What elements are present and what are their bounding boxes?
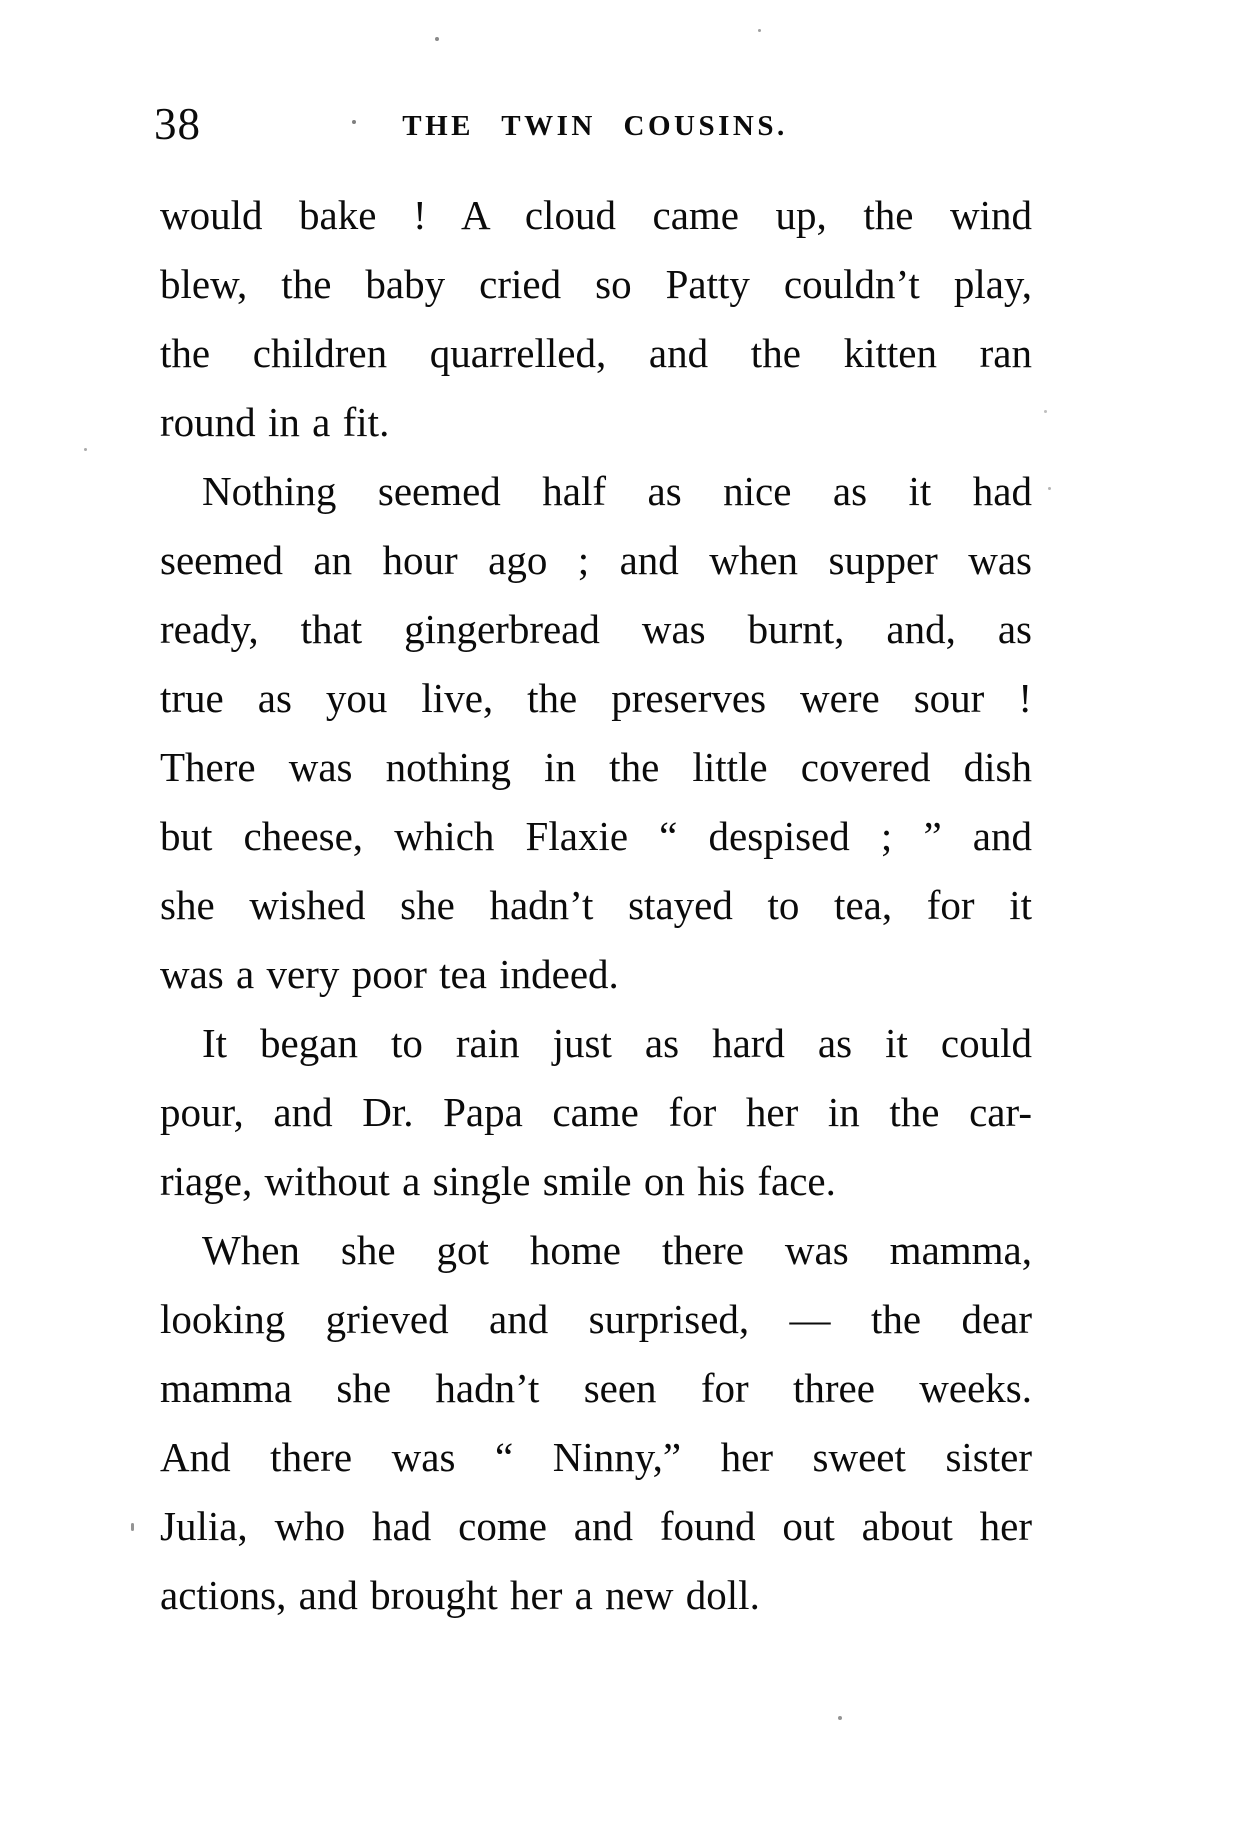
text-line: she wished she hadn’t stayed to tea, for it — [160, 882, 1032, 928]
text-line: was a very poor tea indeed. — [160, 951, 619, 997]
scan-speck — [435, 37, 439, 41]
text-line: true as you live, the preserves were sour ! — [160, 675, 1032, 721]
text-line: would bake ! A cloud came up, the wind — [160, 192, 1032, 238]
text-line: riage, without a single smile on his face. — [160, 1158, 836, 1204]
text-line: but cheese, which Flaxie “ despised ; ” and — [160, 813, 1032, 859]
scan-speck — [758, 29, 761, 32]
text-line: And there was “ Ninny,” her sweet sister — [160, 1434, 1032, 1480]
text-line: blew, the baby cried so Patty couldn’t play, — [160, 261, 1032, 307]
text-line: mamma she hadn’t seen for three weeks. — [160, 1365, 1032, 1411]
text-line: Nothing seemed half as nice as it had — [202, 468, 1032, 514]
text-line: actions, and brought her a new doll. — [160, 1572, 760, 1618]
paragraph — [160, 181, 1032, 457]
text-line: It began to rain just as hard as it could — [202, 1020, 1032, 1066]
running-head — [154, 99, 1032, 152]
scan-speck — [1044, 410, 1047, 413]
text-line: There was nothing in the little covered dish — [160, 744, 1032, 790]
paragraph — [160, 457, 1032, 1009]
text-line: Julia, who had come and found out about her — [160, 1503, 1032, 1549]
text-line: looking grieved and surprised, — the dear — [160, 1296, 1032, 1342]
text-line: pour, and Dr. Papa came for her in the car- — [160, 1089, 1032, 1135]
page-number: 38 — [154, 99, 201, 149]
text-line: round in a fit. — [160, 399, 390, 445]
scan-speck — [352, 120, 356, 124]
body-text — [160, 181, 1032, 1630]
scan-speck — [838, 1716, 842, 1720]
text-line: When she got home there was mamma, — [202, 1227, 1032, 1273]
scan-speck — [84, 448, 87, 451]
text-line: seemed an hour ago ; and when supper was — [160, 537, 1032, 583]
paragraph — [160, 1009, 1032, 1216]
scan-speck — [131, 1523, 134, 1531]
text-line: ready, that gingerbread was burnt, and, as — [160, 606, 1032, 652]
running-title: THE TWIN COUSINS. — [402, 110, 788, 142]
paragraph — [160, 1216, 1032, 1630]
scan-speck — [1048, 487, 1051, 490]
text-line: the children quarrelled, and the kitten ran — [160, 330, 1032, 376]
